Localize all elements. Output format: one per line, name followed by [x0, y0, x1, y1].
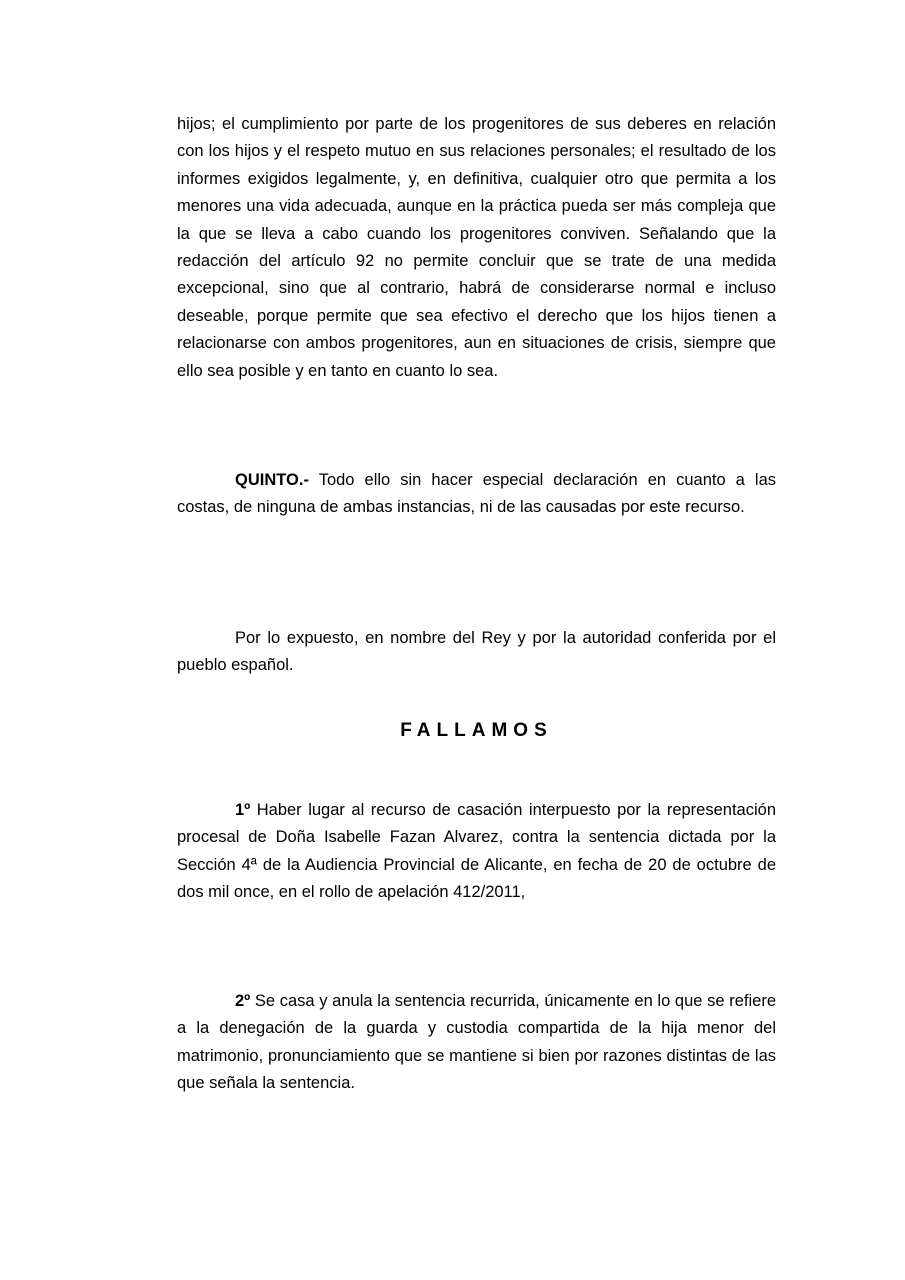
- quinto-text: Todo ello sin hacer especial declaración en cuanto a las costas, de ninguna de ambas instancias, ni de las causadas por este recurso.: [177, 471, 776, 517]
- quinto-label: QUINTO.-: [235, 471, 309, 489]
- paragraph-por-lo-expuesto: Por lo expuesto, en nombre del Rey y por la autoridad conferida por el pueblo español.: [177, 629, 776, 675]
- fallo-2-label: 2º: [235, 992, 251, 1010]
- fallo-1-text: Haber lugar al recurso de casación interpuesto por la representación procesal de Doña Isabelle Fazan Alvarez, contra la sentencia dictada por la Sección 4ª de la Audiencia Provincial de Alicante, en fecha de 20 de octubre de dos mil once, en el rollo de apelación 412/2011,: [177, 801, 776, 902]
- paragraph-quinto: [177, 467, 776, 522]
- paragraph-continuation: hijos; el cumplimiento por parte de los progenitores de sus deberes en relación con los hijos y el respeto mutuo en sus relaciones personales; el resultado de los informes exigidos legalmente, y, en definitiva, cualquier otro que permita a los menores una vida adecuada, aunque en la práctica pueda ser más compleja que la que se lleva a cabo cuando los progenitores conviven. Señalando que la redacción del artículo 92 no permite concluir que se trate de una medida excepcional, sino que al contrario, habrá de considerarse normal e incluso deseable, porque permite que sea efectivo el derecho que los hijos tienen a relacionarse con ambos progenitores, aun en situaciones de crisis, siempre que ello sea posible y en tanto en cuanto lo sea.: [177, 115, 776, 380]
- paragraph-fallo-1: [177, 797, 776, 907]
- fallo-1-label: 1º: [235, 801, 251, 819]
- fallo-2-text: Se casa y anula la sentencia recurrida, únicamente en lo que se refiere a la denegación de la guarda y custodia compartida de la hija menor del matrimonio, pronunciamiento que se mantiene si bien por razones distintas de las que señala la sentencia.: [177, 992, 776, 1093]
- paragraph-fallo-2: [177, 988, 776, 1098]
- fallamos-heading: FALLAMOS: [400, 720, 553, 741]
